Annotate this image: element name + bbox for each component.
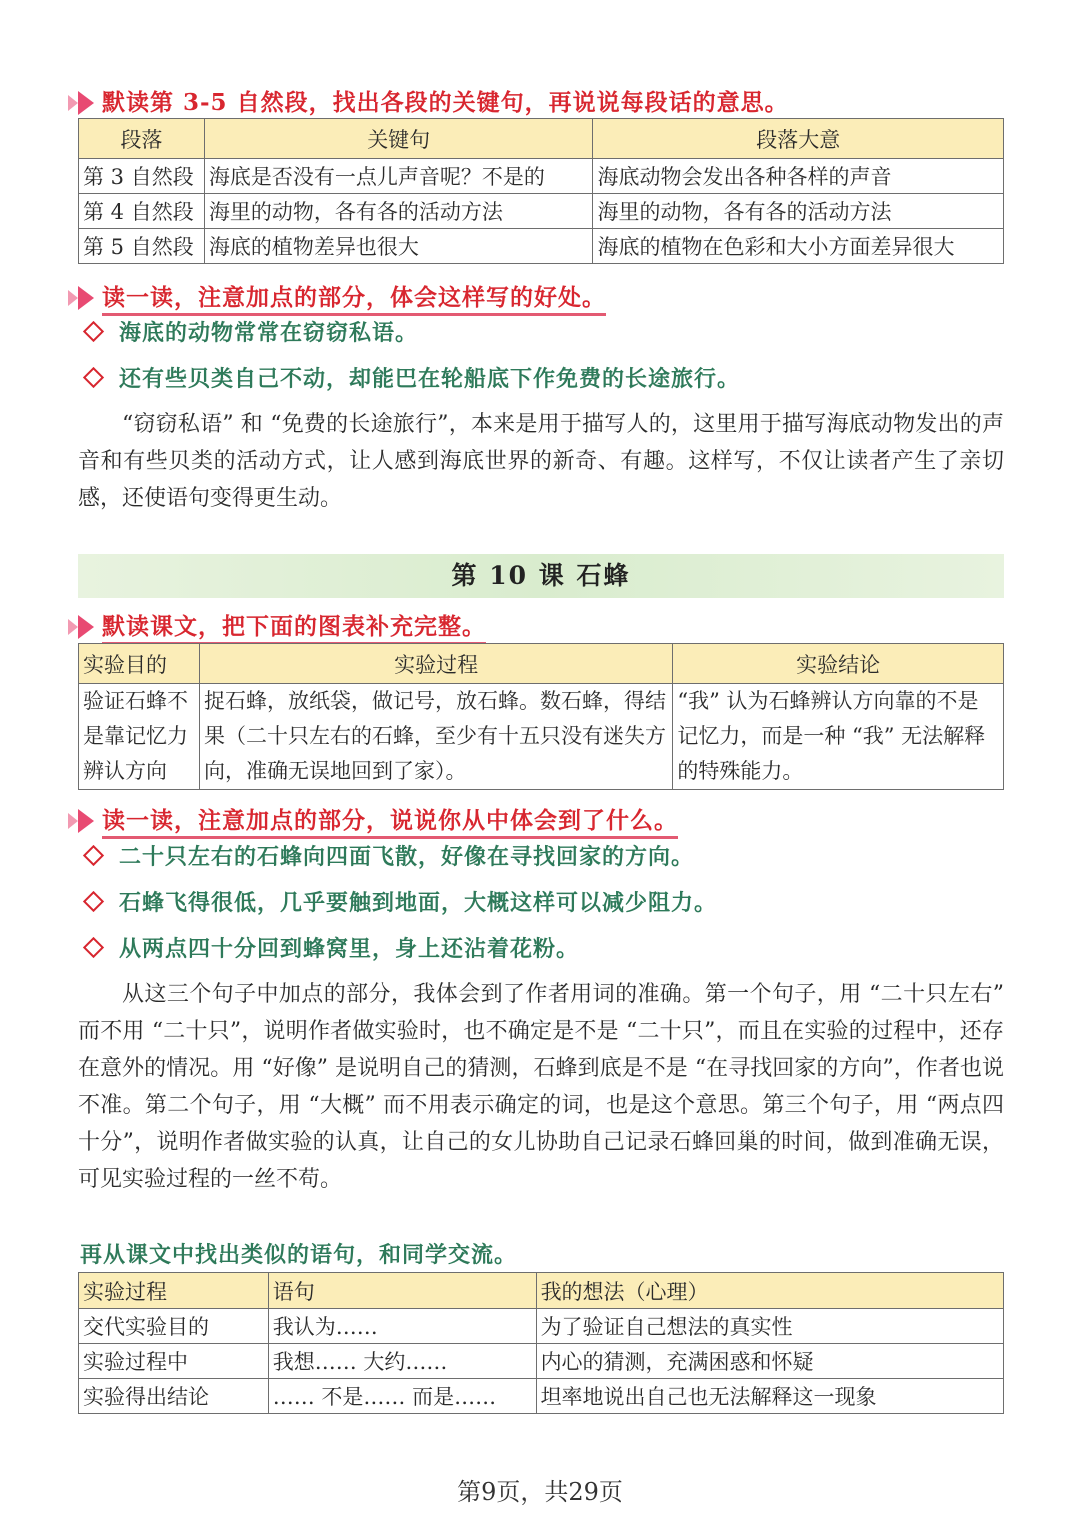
list-item: 从两点四十分回到蜂窝里，身上还沾着花粉。 — [82, 932, 579, 963]
table-cell: 海底的植物在色彩和大小方面差异很大 — [593, 229, 1004, 264]
section-heading-1: 默读第 3-5 自然段，找出各段的关键句，再说说每段话的意思。 — [78, 84, 789, 121]
table-header: 实验过程 — [199, 644, 672, 684]
table-header-row — [79, 1273, 1004, 1309]
list-item: 石蜂飞得很低，几乎要触到地面，大概这样可以减少阻力。 — [82, 886, 717, 917]
table-cell: 坦率地说出自己也无法解释这一现象 — [536, 1379, 1003, 1414]
table-row — [79, 1309, 1004, 1344]
table-row — [79, 159, 1004, 194]
list-item: 二十只左右的石蜂向四面飞散，好像在寻找回家的方向。 — [82, 840, 694, 871]
table-cell: 交代实验目的 — [79, 1309, 269, 1344]
table-cell: …… 不是…… 而是…… — [268, 1379, 536, 1414]
table-header-row — [79, 119, 1004, 159]
table-cell: 我认为…… — [268, 1309, 536, 1344]
experiment-table — [78, 643, 1004, 790]
table-cell: 海底的植物差异也很大 — [204, 229, 593, 264]
table-cell: 海里的动物，各有各的活动方法 — [593, 194, 1004, 229]
table-cell: “我” 认为石蜂辨认方向靠的不是记忆力，而是一种 “我” 无法解释的特殊能力。 — [673, 684, 1004, 790]
table-header: 实验目的 — [79, 644, 200, 684]
table-cell: 验证石蜂不是靠记忆力辨认方向 — [79, 684, 200, 790]
table-row — [79, 194, 1004, 229]
table-row — [79, 684, 1004, 790]
table-cell: 海底是否没有一点儿声音呢？不是的 — [204, 159, 593, 194]
lesson-title: 第 10 课 石蜂 — [78, 554, 1004, 598]
diamond-icon — [83, 937, 104, 958]
list-item: 还有些贝类自己不动，却能巴在轮船底下作免费的长途旅行。 — [82, 362, 740, 393]
table-row — [79, 1344, 1004, 1379]
diamond-icon — [83, 891, 104, 912]
table-header-row — [79, 644, 1004, 684]
table-cell: 第 4 自然段 — [79, 194, 205, 229]
table-cell: 第 5 自然段 — [79, 229, 205, 264]
arrow-icon — [78, 615, 94, 639]
table-cell: 海里的动物，各有各的活动方法 — [204, 194, 593, 229]
diamond-icon — [83, 845, 104, 866]
table-cell: 第 3 自然段 — [79, 159, 205, 194]
sentence-thought-table — [78, 1272, 1004, 1414]
arrow-icon — [78, 286, 94, 310]
table-cell: 捉石蜂，放纸袋，做记号，放石蜂。数石蜂，得结果（二十只左右的石蜂，至少有十五只没有迷失方向，准确无误地回到了家）。 — [199, 684, 672, 790]
section-heading-2: 读一读，注意加点的部分，体会这样写的好处。 — [78, 279, 606, 316]
table-header: 段落 — [79, 119, 205, 159]
section-heading-5: 再从课文中找出类似的语句，和同学交流。 — [80, 1242, 518, 1268]
explanation-paragraph: “窃窃私语” 和 “免费的长途旅行”，本来是用于描写人的，这里用于描写海底动物发出的声音和有些贝类的活动方式，让人感到海底世界的新奇、有趣。这样写，不仅让读者产生了亲切感，还使语句变得更生动。 — [78, 412, 1004, 511]
table-row — [79, 229, 1004, 264]
table-cell: 为了验证自己想法的真实性 — [536, 1309, 1003, 1344]
table-header: 我的想法（心理） — [536, 1273, 1003, 1309]
table-cell: 实验过程中 — [79, 1344, 269, 1379]
table-header: 实验结论 — [673, 644, 1004, 684]
page-number: 第9页，共29页 — [457, 1478, 623, 1506]
section-heading-4: 读一读，注意加点的部分，说说你从中体会到了什么。 — [78, 802, 678, 839]
table-header: 语句 — [268, 1273, 536, 1309]
key-sentence-table — [78, 118, 1004, 264]
list-item: 海底的动物常常在窃窃私语。 — [82, 316, 418, 347]
table-cell: 实验得出结论 — [79, 1379, 269, 1414]
arrow-icon — [78, 91, 94, 115]
diamond-icon — [83, 367, 104, 388]
analysis-paragraph: 从这三个句子中加点的部分，我体会到了作者用词的准确。第一个句子，用 “二十只左右” 而不用 “二十只”，说明作者做实验时，也不确定是不是 “二十只”，而且在实验的过程中，还存在意外的情况。用 “好像” 是说明自己的猜测，石蜂到底是不是 “在寻找回家的方向”，作者也说不准。第二个句子，用 “大概” 而不用表示确定的词，也是这个意思。第三个句子，用 “两点四十分”，说明作者做实验的认真，让自己的女儿协助自己记录石蜂回巢的时间，做到准确无误，可见实验过程的一丝不苟。 — [78, 982, 1004, 1192]
table-cell: 我想…… 大约…… — [268, 1344, 536, 1379]
section-heading-3: 默读课文，把下面的图表补充完整。 — [78, 608, 486, 645]
table-cell: 海底动物会发出各种各样的声音 — [593, 159, 1004, 194]
table-cell: 内心的猜测，充满困惑和怀疑 — [536, 1344, 1003, 1379]
table-header: 实验过程 — [79, 1273, 269, 1309]
table-header: 段落大意 — [593, 119, 1004, 159]
diamond-icon — [83, 321, 104, 342]
table-row — [79, 1379, 1004, 1414]
arrow-icon — [78, 809, 94, 833]
table-header: 关键句 — [204, 119, 593, 159]
